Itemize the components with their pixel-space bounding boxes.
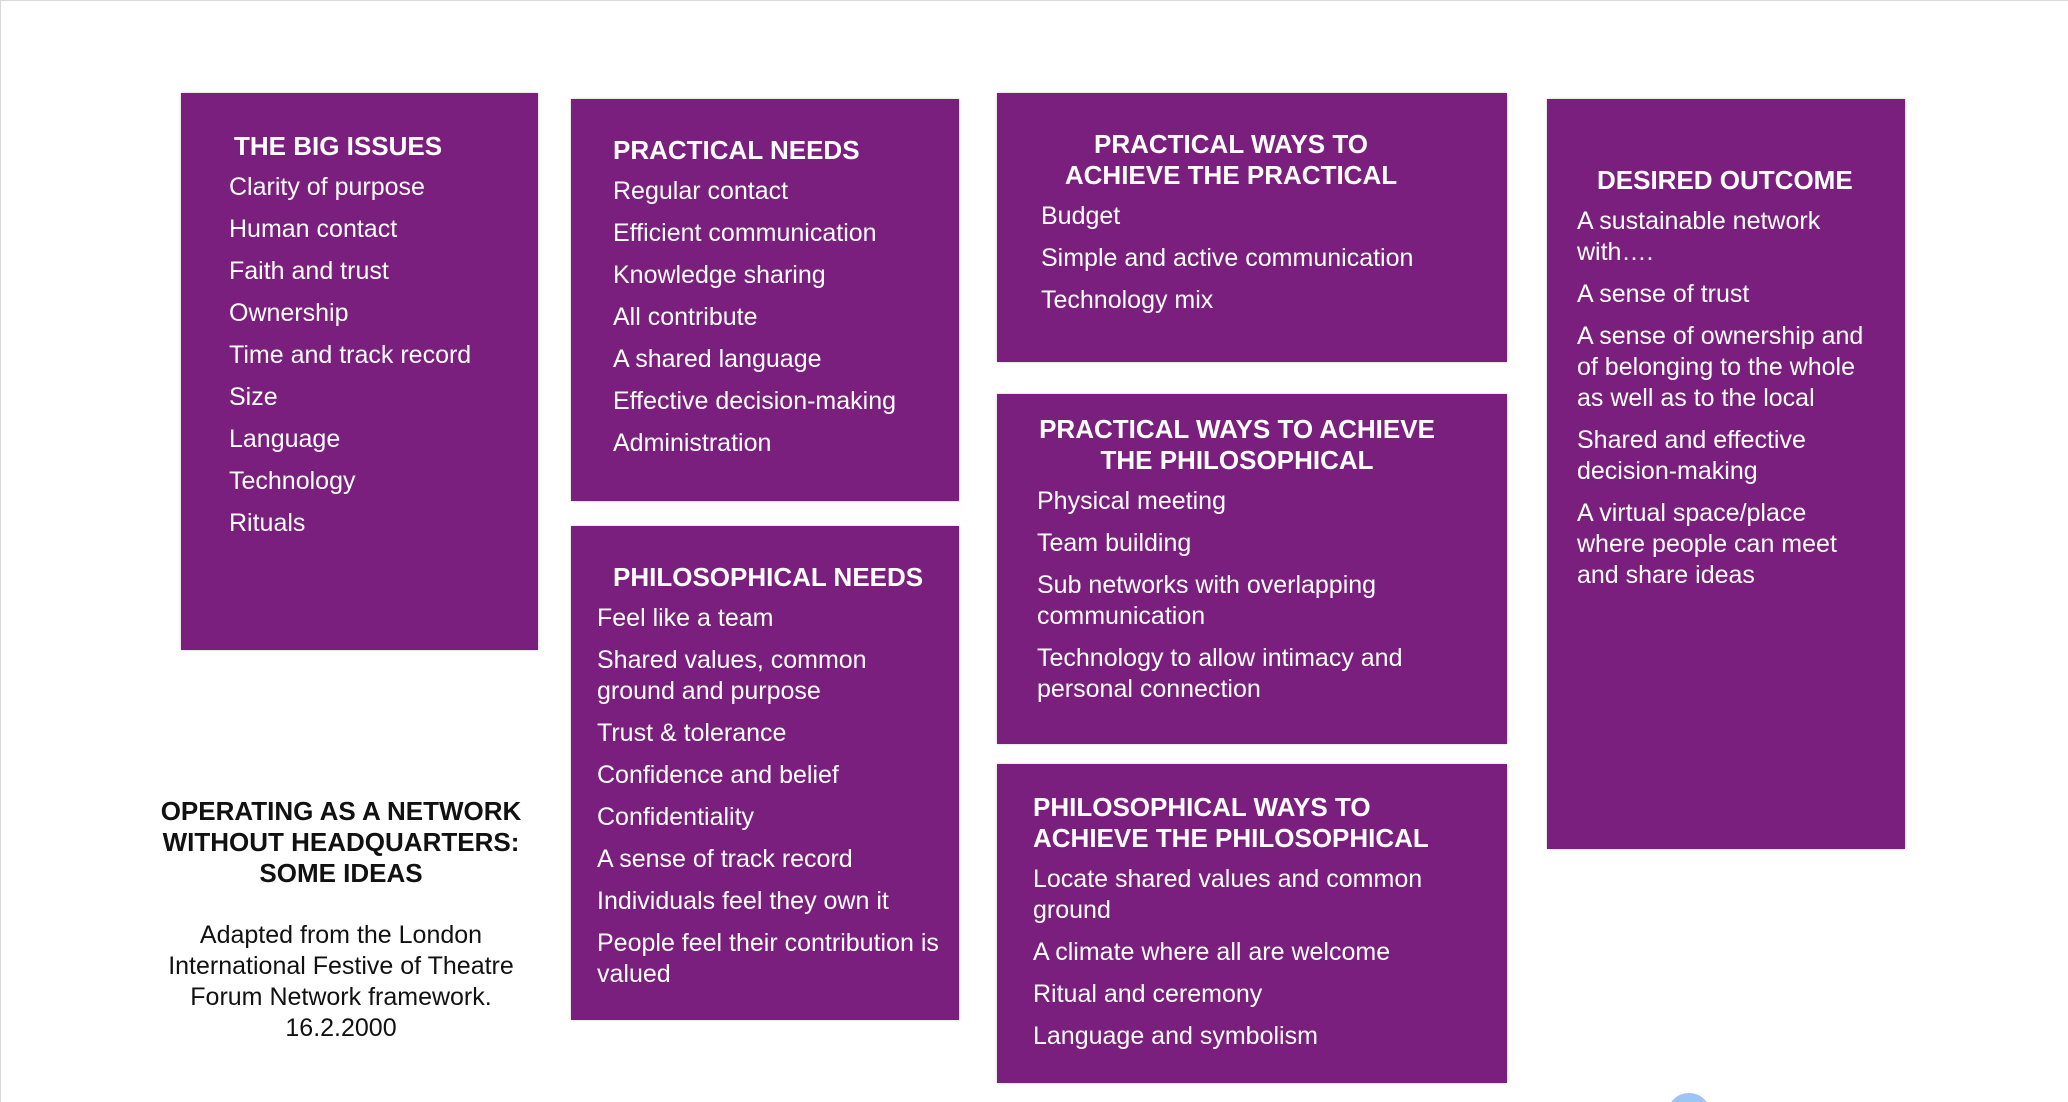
desired-outcome-box: [1547, 99, 1905, 849]
practical-needs-list: [613, 176, 939, 459]
list-item: Sub networks with overlapping communication: [1037, 571, 1377, 630]
list-item: A sense of trust: [1577, 280, 1750, 308]
list-item: Knowledge sharing: [613, 261, 826, 289]
philosophical-ways-philosophical-box: [997, 764, 1507, 1083]
list-item: Rituals: [229, 509, 306, 537]
desired-outcome-list: [1577, 206, 1881, 591]
list-item: Administration: [613, 429, 772, 457]
philosophical-ways-philosophical-title: PHILOSOPHICAL WAYS TO ACHIEVE THE PHILOSOPHICAL: [1033, 792, 1429, 853]
big-issues-title: THE BIG ISSUES: [234, 131, 443, 161]
list-item: Ownership: [229, 299, 349, 327]
list-item: Effective decision-making: [613, 387, 897, 415]
list-item: A sense of track record: [597, 845, 853, 873]
list-item: People feel their contribution is valued: [597, 929, 939, 988]
list-item: Confidentiality: [597, 803, 755, 831]
list-item: A sustainable network with….: [1577, 207, 1821, 266]
practical-needs-box: [571, 99, 959, 501]
diagram-caption: [151, 796, 531, 1044]
list-item: A climate where all are welcome: [1033, 938, 1391, 966]
list-item: Language and symbolism: [1033, 1022, 1318, 1050]
list-item: Clarity of purpose: [229, 173, 425, 201]
caption-title: OPERATING AS A NETWORK WITHOUT HEADQUARTERS: SOME IDEAS: [160, 796, 522, 888]
practical-ways-philosophical-box: [997, 394, 1507, 744]
list-item: Language: [229, 425, 341, 453]
list-item: Ritual and ceremony: [1033, 980, 1263, 1008]
philosophical-needs-box: [571, 526, 959, 1020]
big-issues-box: [181, 93, 538, 650]
list-item: A sense of ownership and of belonging to the whole as well as to the local: [1577, 322, 1864, 412]
list-item: Efficient communication: [613, 219, 877, 247]
list-item: Simple and active communication: [1041, 244, 1414, 272]
list-item: Feel like a team: [597, 604, 774, 632]
list-item: Individuals feel they own it: [597, 887, 889, 915]
desired-outcome-title: DESIRED OUTCOME: [1597, 165, 1853, 195]
list-item: Trust & tolerance: [597, 719, 787, 747]
list-item: Team building: [1037, 529, 1192, 557]
list-item: Size: [229, 383, 278, 411]
list-item: Shared values, common ground and purpose: [597, 646, 867, 705]
scroll-indicator[interactable]: [1667, 1093, 1711, 1102]
practical-ways-practical-list: [1041, 201, 1487, 316]
list-item: A shared language: [613, 345, 822, 373]
list-item: Physical meeting: [1037, 487, 1226, 515]
philosophical-ways-philosophical-list: [1033, 864, 1487, 1052]
list-item: Confidence and belief: [597, 761, 839, 789]
list-item: Technology: [229, 467, 356, 495]
practical-ways-philosophical-list: [1037, 486, 1487, 705]
list-item: Budget: [1041, 202, 1121, 230]
list-item: All contribute: [613, 303, 758, 331]
practical-ways-practical-box: [997, 93, 1507, 362]
big-issues-list: [229, 172, 518, 539]
list-item: Regular contact: [613, 177, 789, 205]
caption-source: Adapted from the London International Festive of Theatre Forum Network framework. 16.2.2000: [168, 921, 514, 1042]
practical-ways-philosophical-title: PRACTICAL WAYS TO ACHIEVE THE PHILOSOPHICAL: [1039, 414, 1435, 475]
list-item: Time and track record: [229, 341, 472, 369]
list-item: Locate shared values and common ground: [1033, 865, 1423, 924]
practical-ways-practical-title: PRACTICAL WAYS TO ACHIEVE THE PRACTICAL: [1064, 129, 1398, 190]
philosophical-needs-title: PHILOSOPHICAL NEEDS: [613, 562, 924, 592]
list-item: Human contact: [229, 215, 398, 243]
list-item: Technology to allow intimacy and personal connection: [1037, 644, 1403, 703]
list-item: Shared and effective decision-making: [1577, 426, 1806, 485]
philosophical-needs-list: [597, 603, 939, 990]
practical-needs-title: PRACTICAL NEEDS: [613, 135, 860, 165]
list-item: Technology mix: [1041, 286, 1214, 314]
list-item: Faith and trust: [229, 257, 389, 285]
list-item: A virtual space/place where people can meet and share ideas: [1577, 499, 1837, 589]
